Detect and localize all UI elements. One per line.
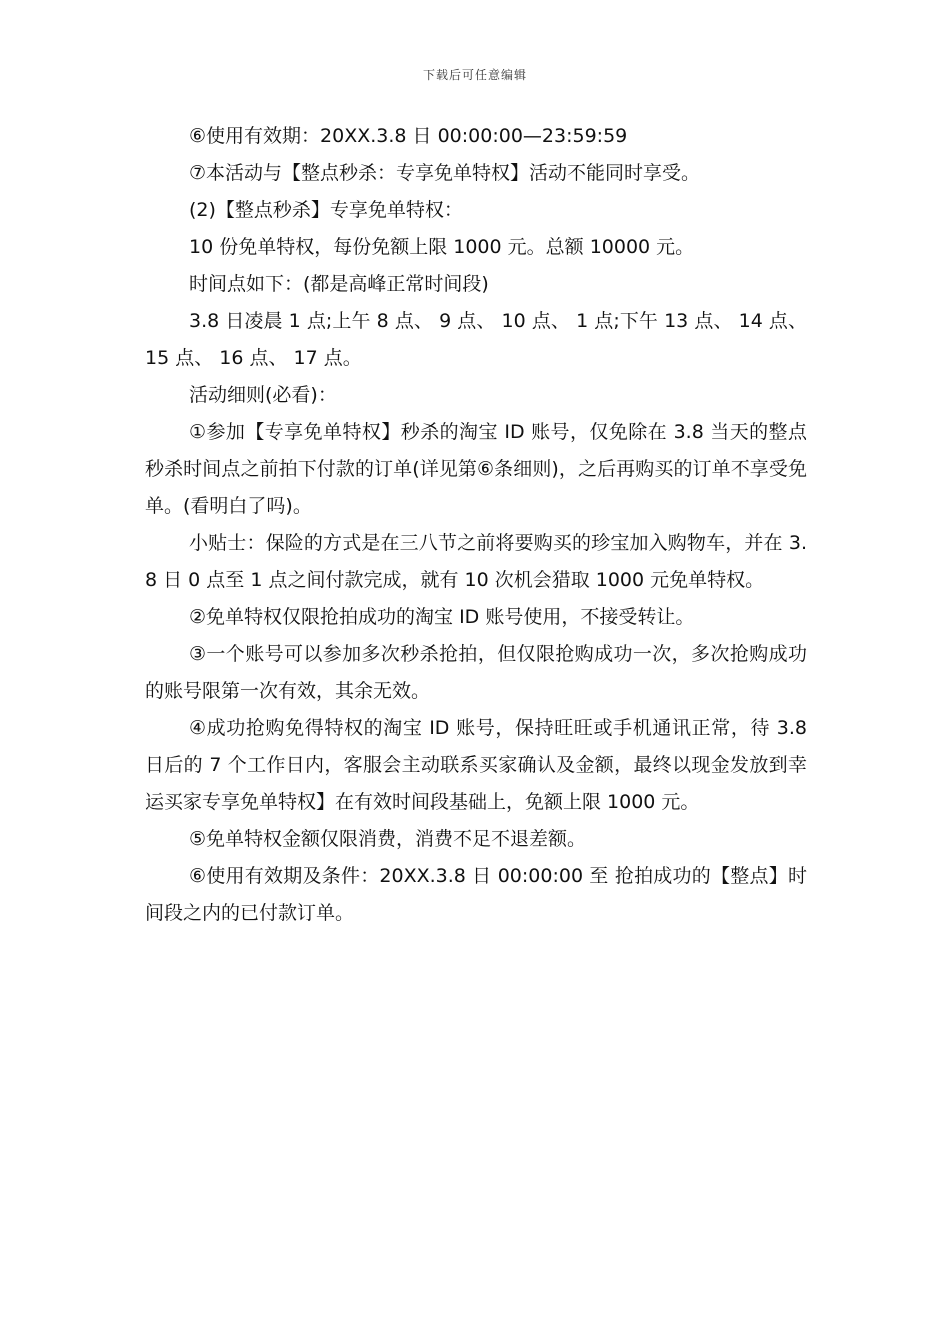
paragraph-rules-title: 活动细则(必看)： (189, 384, 337, 406)
page-header: 下载后可任意编辑 (422, 68, 527, 82)
paragraph-time-intro: 时间点如下：(都是高峰正常时间段) (189, 273, 489, 295)
paragraph-rule-4: ④成功抢购免得特权的淘宝 ID 账号，保持旺旺或手机通讯正常，待 3.8 日后的 7 个工作日内，客服会主动联系买家确认及金额，最终以现金发放到幸运买家专享免单特权】在有效时间段基础上，免额上限 1000 元。 (145, 717, 807, 813)
paragraph-tip: 小贴士：保险的方式是在三八节之前将要购买的珍宝加入购物车，并在 3.8 日 0 点至 1 点之间付款完成，就有 10 次机会猎取 1000 元免单特权。 (145, 532, 807, 591)
paragraph-rule-5: ⑤免单特权金额仅限消费，消费不足不退差额。 (189, 828, 587, 850)
document-body (145, 118, 807, 932)
paragraph-validity: ⑥使用有效期：20XX.3.8 日 00:00:00—23:59:59 (189, 125, 628, 147)
paragraph-section-2-title: (2)【整点秒杀】专享免单特权： (189, 199, 463, 221)
paragraph-rule-3: ③一个账号可以参加多次秒杀抢拍，但仅限抢购成功一次，多次抢购成功的账号限第一次有效，其余无效。 (145, 643, 807, 702)
paragraph-quota: 10 份免单特权，每份免额上限 1000 元。总额 10000 元。 (189, 236, 695, 258)
paragraph-rule-6: ⑥使用有效期及条件：20XX.3.8 日 00:00:00 至 抢拍成功的【整点】时间段之内的已付款订单。 (145, 865, 807, 924)
paragraph-rule-2: ②免单特权仅限抢拍成功的淘宝 ID 账号使用，不接受转让。 (189, 606, 695, 628)
paragraph-time-points: 3.8 日凌晨 1 点;上午 8 点、 9 点、 10 点、 1 点;下午 13 点、 14 点、 15 点、 16 点、 17 点。 (145, 310, 807, 369)
paragraph-rule-7: ⑦本活动与【整点秒杀：专享免单特权】活动不能同时享受。 (189, 162, 701, 184)
paragraph-rule-1: ①参加【专享免单特权】秒杀的淘宝 ID 账号，仅免除在 3.8 当天的整点秒杀时间点之前拍下付款的订单(详见第⑥条细则)，之后再购买的订单不享受免单。(看明白了吗)。 (145, 421, 807, 517)
